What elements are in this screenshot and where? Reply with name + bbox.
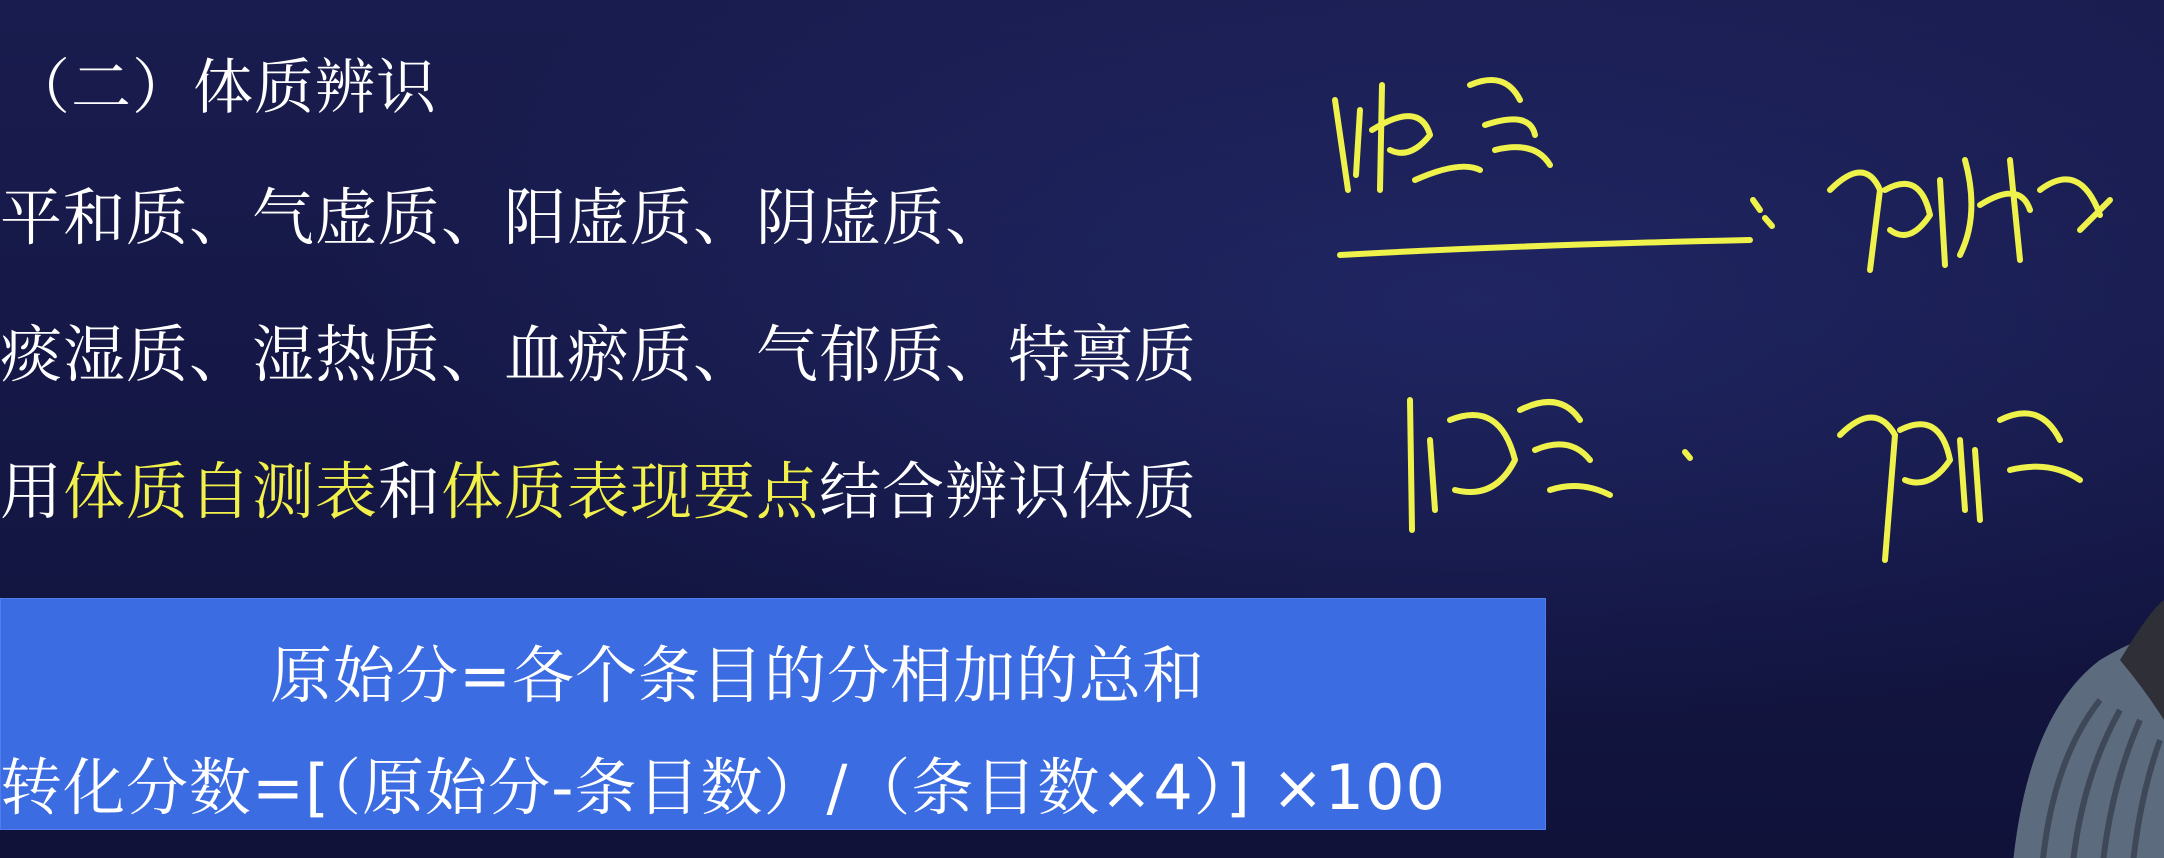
method-suffix: 结合辨识体质 [819, 455, 1198, 528]
handwriting-stroke [1753, 200, 1772, 226]
method-prefix: 用 [0, 455, 64, 528]
method-middle: 和 [378, 455, 442, 528]
constitution-types-line-2: 痰湿质、湿热质、血瘀质、气郁质、特禀质 [0, 318, 1198, 391]
handwriting-stroke [1830, 160, 2110, 270]
presenter-shoulder [1950, 600, 2164, 858]
method-highlight-self-test: 体质自测表 [63, 455, 379, 528]
handwriting-stroke [1685, 452, 1690, 458]
handwriting-stroke [1840, 413, 2080, 560]
handwritten-annotations [1320, 40, 2164, 600]
handwriting-stroke [1340, 240, 1750, 255]
identification-method [0, 442, 1197, 531]
constitution-types-line-1: 平和质、气虚质、阳虚质、阴虚质、 [0, 181, 1009, 254]
handwriting-stroke [1335, 85, 1480, 190]
method-highlight-key-points: 体质表现要点 [441, 455, 820, 528]
handwriting-stroke [1470, 80, 1550, 165]
raw-score-formula: 原始分=各个条目的分相加的总和 [270, 639, 1205, 712]
converted-score-formula: 转化分数=[（原始分-条目数）/（条目数×4）] ×100 [0, 751, 1446, 824]
slide-heading: （二）体质辨识 [10, 53, 437, 123]
handwriting-stroke [1410, 400, 1610, 530]
